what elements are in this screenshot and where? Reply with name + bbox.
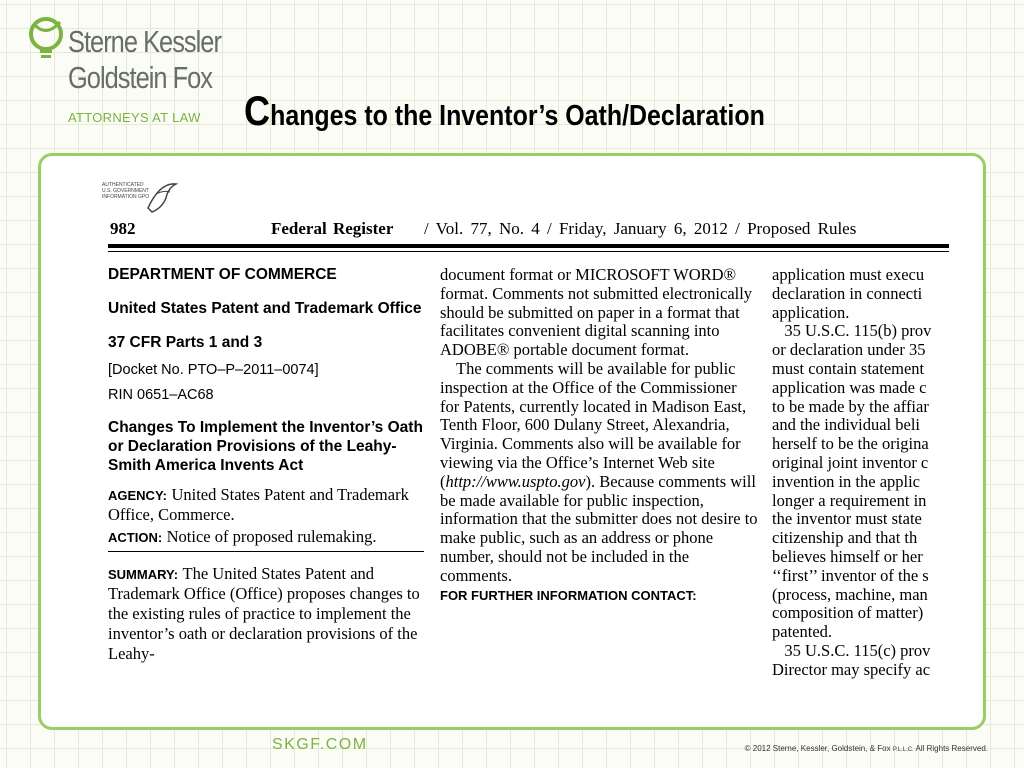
action-paragraph: [108, 527, 424, 547]
further-info-heading: FOR FURTHER INFORMATION CONTACT:: [440, 587, 697, 603]
agency-heading: United States Patent and Trademark Office: [108, 300, 422, 317]
column-1: [108, 266, 424, 664]
inspection-text-end: ). Because comments will be made available for public inspection, information that the submitter does not desire to make public, such as an address or phone number, should not be included in the comments.: [440, 471, 758, 585]
column-3-line: invention in the applic: [772, 471, 921, 491]
column-3-line: ‘‘first’’ inventor of the s: [772, 565, 929, 585]
slide-title-rest: hanges to the Inventor’s Oath/Declaration: [270, 100, 765, 132]
publication-name: Federal Register: [271, 219, 394, 238]
copyright-prefix: © 2012 Sterne, Kessler, Goldstein, & Fox: [744, 744, 893, 753]
summary-label: SUMMARY:: [108, 567, 179, 582]
column-3-line: herself to be the origina: [772, 434, 929, 454]
column-3-line: to be made by the affiar: [772, 396, 929, 416]
copyright-plcc: P.L.L.C.: [892, 747, 914, 753]
column-3-line: or declaration under 35: [772, 340, 926, 360]
column-3-line: patented.: [772, 622, 833, 642]
column-3-line: original joint inventor c: [772, 452, 929, 472]
uspto-url: http://www.uspto.gov: [445, 471, 586, 491]
column-3-line: believes himself or her: [772, 546, 923, 566]
column-3-line: Director may specify ac: [772, 659, 931, 679]
column-3: [772, 266, 972, 680]
column-3-line: application was made c: [772, 377, 927, 397]
column-3-line: and the individual beli: [772, 415, 921, 435]
rule-title: Changes To Implement the Inventor’s Oath or Declaration Provisions of the Leahy-Smith America Invents Act: [108, 419, 423, 474]
column-2: [440, 266, 758, 603]
summary-text: The United States Patent and Trademark Office (Office) proposes changes to the existing rules of practice to implement the inventor’s oath or declaration provisions of the Leahy-: [108, 564, 420, 663]
column-3-line: (process, machine, man: [772, 584, 928, 604]
department-heading: DEPARTMENT OF COMMERCE: [108, 266, 337, 283]
column-divider-rule: [108, 551, 424, 552]
docket-number: [Docket No. PTO–P–2011–0074]: [108, 362, 319, 378]
column-3-line: citizenship and that th: [772, 528, 918, 548]
header-rule-thick: [108, 244, 949, 248]
logo-tagline: ATTORNEYS AT LAW: [68, 110, 201, 125]
column-3-line: declaration in connecti: [772, 283, 923, 303]
federal-register-excerpt: [102, 178, 949, 682]
logo-line-2: Goldstein Fox: [68, 60, 213, 95]
action-text: Notice of proposed rulemaking.: [166, 527, 377, 546]
summary-paragraph: [108, 564, 424, 664]
register-header: [108, 218, 949, 244]
issue-info: / Vol. 77, No. 4 / Friday, January 6, 2012 / Proposed Rules: [424, 219, 857, 238]
copyright-suffix: All Rights Reserved.: [913, 744, 988, 753]
column-3-line: 35 U.S.C. 115(c) prov: [772, 640, 931, 660]
agency-paragraph: [108, 485, 424, 525]
column-3-line: application.: [772, 302, 850, 322]
public-inspection-paragraph: [440, 360, 758, 586]
logo-line-1: Sterne Kessler: [68, 24, 221, 59]
lightbulb-icon: [26, 16, 70, 64]
gpo-seal-text: AUTHENTICATED U.S. GOVERNMENT INFORMATION GPO: [102, 182, 150, 200]
inspection-text-start: The comments will be available for public inspection at the Office of the Commissioner for Patents, currently located in Madison East, Tenth Floor, 600 Dulany Street, Alexandria, Virginia. Comments also will be available for viewing via the Office’s Internet Web site (: [440, 358, 747, 491]
column-3-line: the inventor must state: [772, 509, 922, 529]
action-label: ACTION:: [108, 530, 163, 545]
copyright-notice: [745, 744, 988, 753]
agency-label: AGENCY:: [108, 488, 167, 503]
rin-number: RIN 0651–AC68: [108, 387, 214, 403]
agency-text: United States Patent and Trademark Office, Commerce.: [108, 485, 409, 524]
slide-title: [244, 87, 765, 134]
firm-logo: [26, 14, 221, 132]
column-3-line: must contain statement: [772, 358, 925, 378]
column-3-line: longer a requirement in: [772, 490, 927, 510]
column-3-line: composition of matter): [772, 603, 924, 623]
page-number: 982: [110, 219, 136, 238]
website-link[interactable]: SKGF.COM: [272, 736, 368, 753]
column-3-line: application must execu: [772, 265, 925, 284]
comments-format-paragraph: document format or MICROSOFT WORD® format. Comments not submitted electronically should be submitted on paper in a format that facilitates convenient digital scanning into ADOBE® portable document format.: [440, 265, 753, 360]
cfr-parts: 37 CFR Parts 1 and 3: [108, 334, 263, 351]
header-rule-thin: [108, 251, 949, 252]
column-3-line: 35 U.S.C. 115(b) prov: [772, 321, 932, 341]
slide-title-initial: C: [244, 87, 271, 134]
